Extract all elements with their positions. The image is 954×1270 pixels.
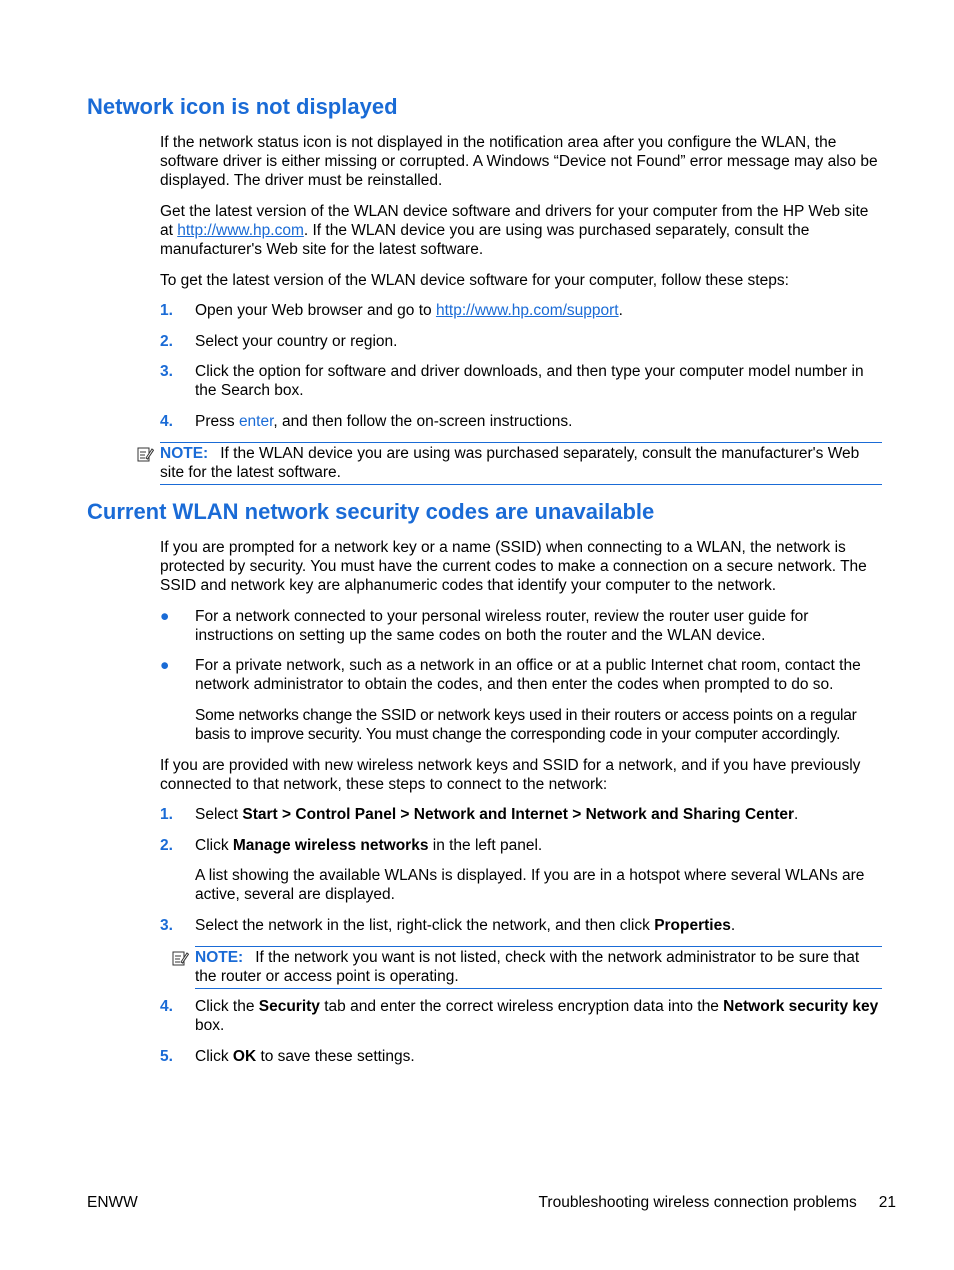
paragraph: If you are provided with new wireless network keys and SSID for a network, and if you have previously connected to that network, these steps to connect to the network: [160,757,861,794]
section-title-wlan-codes: Current WLAN network security codes are unavailable [87,499,655,524]
list-item: 5. Click OK to save these settings. [160,1048,415,1065]
list-item: 1. Select Start > Control Panel > Network and Internet > Network and Sharing Center. [160,806,799,823]
step-number: 2. [160,333,173,350]
step-number: 3. [160,917,173,934]
bullet-item: ● For a private network, such as a network in an office or at a public Internet chat room, contact the network administrator to obtain the codes, and then enter the codes when prompted to do so. [160,657,861,694]
step-number: 4. [160,413,173,430]
list-item-subparagraph: A list showing the available WLANs is displayed. If you are in a hotspot where several WLANs are active, several are displayed. [195,867,865,904]
step-number: 1. [160,806,173,823]
list-item: 3. Click the option for software and driver downloads, and then type your computer model number in the Search box. [160,363,864,400]
paragraph: To get the latest version of the WLAN device software for your computer, follow these steps: [160,272,789,289]
enter-key: enter [238,413,274,430]
bullet-subparagraph: Some networks change the SSID or network keys used in their routers or access points on a regular basis to improve security. You must change the corresponding code in your computer accordingly. [195,707,857,744]
list-item: 4. Click the Security tab and enter the correct wireless encryption data into the Network security key box. [160,998,879,1035]
hp-support-link[interactable]: http://www.hp.com/support [435,302,619,319]
section-title-network-icon: Network icon is not displayed [87,94,398,119]
note-label: NOTE: [160,445,209,462]
bullet-icon: ● [160,608,170,625]
step-number: 2. [160,837,173,854]
footer-chapter-title: Troubleshooting wireless connection problems [538,1194,857,1211]
list-item: 4. Press enter, and then follow the on-screen instructions. [160,413,573,430]
hp-link[interactable]: http://www.hp.com [177,222,304,240]
list-item: 2. Click Manage wireless networks in the left panel. [160,837,543,854]
note-label: NOTE: [195,949,244,966]
step-number: 5. [160,1048,173,1065]
list-item: 1. Open your Web browser and go to http://www.hp.com/support. [160,302,623,319]
note-pencil-icon [137,446,154,463]
note-box: NOTE: If the network you want is not listed, check with the network administrator to be sure that the router or access point is operating. [195,946,882,989]
list-item: 3. Select the network in the list, right-click the network, and then click Properties. [160,917,736,934]
paragraph: If the network status icon is not displayed in the notification area after you configure the WLAN, the software driver is either missing or corrupted. A Windows “Device not Found” error message may also be displayed. The driver must be reinstalled. [160,134,878,190]
step-number: 1. [160,302,173,319]
note-box: NOTE: If the WLAN device you are using was purchased separately, consult the manufacturer's Web site for the latest software. [160,442,882,485]
note-pencil-icon [172,950,189,967]
list-item: 2. Select your country or region. [160,333,398,350]
bullet-item: ● For a network connected to your personal wireless router, review the router user guide for instructions on setting up the same codes on both the router and the WLAN device. [160,608,809,645]
paragraph: If you are prompted for a network key or a name (SSID) when connecting to a WLAN, the network is protected by security. You must have the current codes to make a connection on a secure network. The SSID and network key are alphanumeric codes that identify your computer to the network. [160,539,867,595]
paragraph: Get the latest version of the WLAN device software and drivers for your computer from the HP Web site at http://www.hp.com. If the WLAN device you are using was purchased separately, consult the manufacturer's Web site for the latest software. [160,203,869,259]
bullet-icon: ● [160,657,170,674]
step-number: 4. [160,998,173,1015]
page-number: 21 [878,1194,896,1211]
footer-right [539,1194,896,1212]
step-number: 3. [160,363,173,380]
footer-left: ENWW [87,1194,138,1211]
